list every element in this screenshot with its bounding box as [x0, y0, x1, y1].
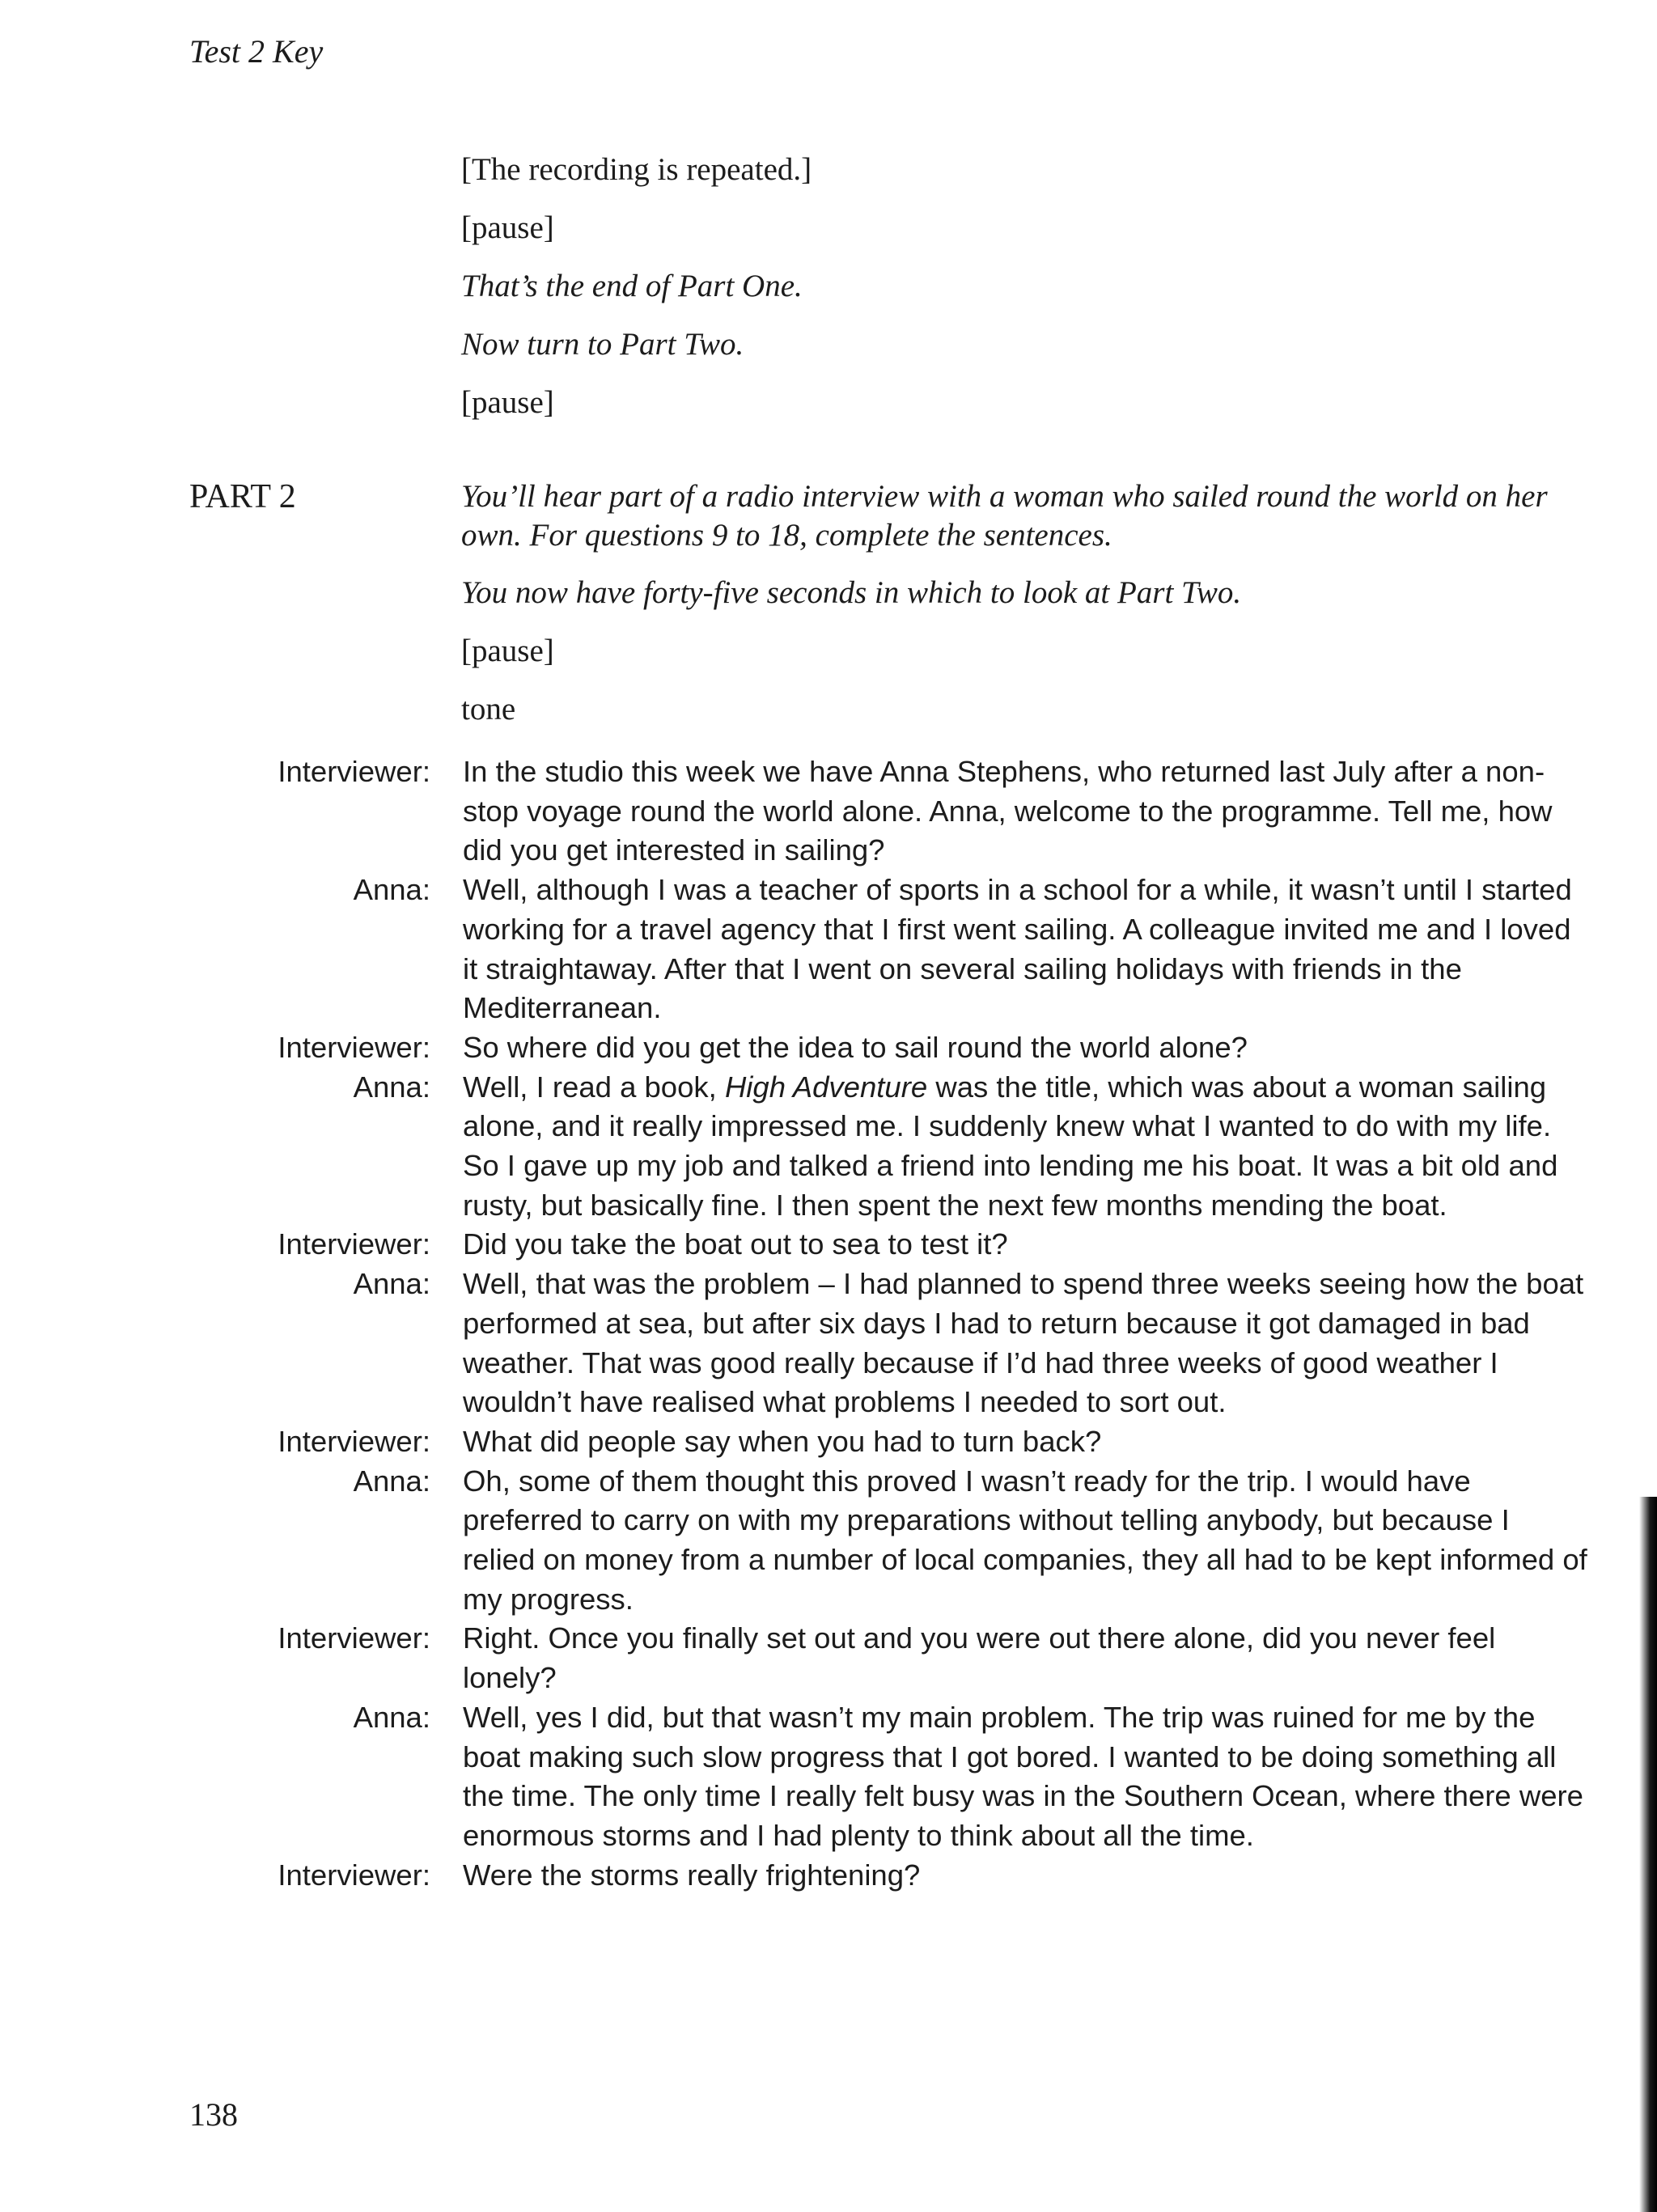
- speech-text: Did you take the boat out to sea to test it?: [463, 1227, 1008, 1261]
- speaker-label: Anna:: [353, 1700, 430, 1734]
- transcript-turn: [243, 871, 1602, 1028]
- speech-text: Well, although I was a teacher of sports in a school for a while, it wasn’t until I started working for a travel agency that I first went sailing. A colleague invited me and I loved it straightaway. After that I went on several sailing holidays with friends in the Mediterranean.: [463, 873, 1572, 1025]
- transcript-turn: [243, 1422, 1602, 1462]
- part1-end-directions: [461, 150, 1578, 441]
- stage-direction: [pause]: [461, 210, 554, 245]
- transcript-turn: [243, 1265, 1602, 1422]
- speaker-label: Interviewer:: [278, 1227, 430, 1261]
- speech-text: Well, yes I did, but that wasn’t my main problem. The trip was ruined for me by the boat making such slow progress that I got bored. I wanted to be doing something all the time. The only time I really felt busy was in the Southern Ocean, where there were enormous storms and I had plenty to think about all the time.: [463, 1700, 1583, 1852]
- transcript-turn: [243, 1068, 1602, 1226]
- speech-text: What did people say when you had to turn back?: [463, 1424, 1102, 1458]
- look-time: You now have forty-five seconds in which to look at Part Two.: [461, 575, 1242, 610]
- stage-direction: [The recording is repeated.]: [461, 152, 812, 187]
- stage-direction: [pause]: [461, 385, 554, 420]
- speaker-label: Interviewer:: [278, 755, 430, 788]
- speaker-label: Interviewer:: [278, 1858, 430, 1892]
- part-intro: You’ll hear part of a radio interview with a woman who sailed round the world on her own. For questions 9 to 18, complete the sentences.: [461, 479, 1548, 553]
- speech-text: Were the storms really frightening?: [463, 1858, 921, 1892]
- speech-text: Well, that was the problem – I had planned to spend three weeks seeing how the boat performed at sea, but after six days I had to return because it got damaged in bad weather. That was good really because if I’d had three weeks of good weather I wouldn’t have realised what problems I needed to sort out.: [463, 1267, 1584, 1419]
- book-title: High Adventure: [724, 1070, 928, 1104]
- transcript: [243, 752, 1602, 1895]
- speaker-label: Anna:: [353, 1070, 430, 1104]
- transcript-turn: [243, 1856, 1602, 1896]
- part-heading: PART 2: [189, 478, 296, 515]
- speech-text: [463, 1068, 1587, 1226]
- speech-text: So where did you get the idea to sail round the world alone?: [463, 1030, 1248, 1064]
- speech-text: Oh, some of them thought this proved I wasn’t ready for the trip. I would have preferred to carry on with my preparations without telling anybody, but because I relied on money from a number of local companies, they all had to be kept informed of my progress.: [463, 1464, 1587, 1616]
- part2-instructions: [461, 477, 1578, 748]
- page-number: 138: [189, 2096, 238, 2133]
- transcript-turn: [243, 1225, 1602, 1265]
- transcript-turn: [243, 1698, 1602, 1856]
- tone-cue: tone: [461, 692, 516, 727]
- stage-direction: [pause]: [461, 634, 554, 668]
- speaker-label: Interviewer:: [278, 1424, 430, 1458]
- speech-text-part: was the title, which was about a woman sailing alone, and it really impressed me. I suddenly knew what I wanted to do with my life. So I gave up my job and talked a friend into lending me his boat. It was a bit old and rusty, but basically fine. I then spent the next few months mending the boat.: [463, 1070, 1558, 1222]
- speech-text: Right. Once you finally set out and you were out there alone, did you never feel lonely?: [463, 1621, 1496, 1695]
- speaker-label: Anna:: [353, 1464, 430, 1498]
- transcript-turn: [243, 1028, 1602, 1068]
- transcript-turn: [243, 1619, 1602, 1697]
- transcript-turn: [243, 752, 1602, 871]
- running-head: Test 2 Key: [189, 33, 324, 70]
- speech-text: In the studio this week we have Anna Stephens, who returned last July after a non-stop voyage round the world alone. Anna, welcome to the programme. Tell me, how did you get interested in sailing?: [463, 755, 1553, 867]
- scan-edge-shadow: [1639, 1497, 1657, 2212]
- speaker-label: Interviewer:: [278, 1621, 430, 1655]
- stage-direction: That’s the end of Part One.: [461, 269, 803, 303]
- speaker-label: Anna:: [353, 1267, 430, 1301]
- stage-direction: Now turn to Part Two.: [461, 327, 744, 362]
- speaker-label: Interviewer:: [278, 1030, 430, 1064]
- transcript-turn: [243, 1462, 1602, 1620]
- speaker-label: Anna:: [353, 873, 430, 907]
- speech-text-part: Well, I read a book,: [463, 1070, 725, 1104]
